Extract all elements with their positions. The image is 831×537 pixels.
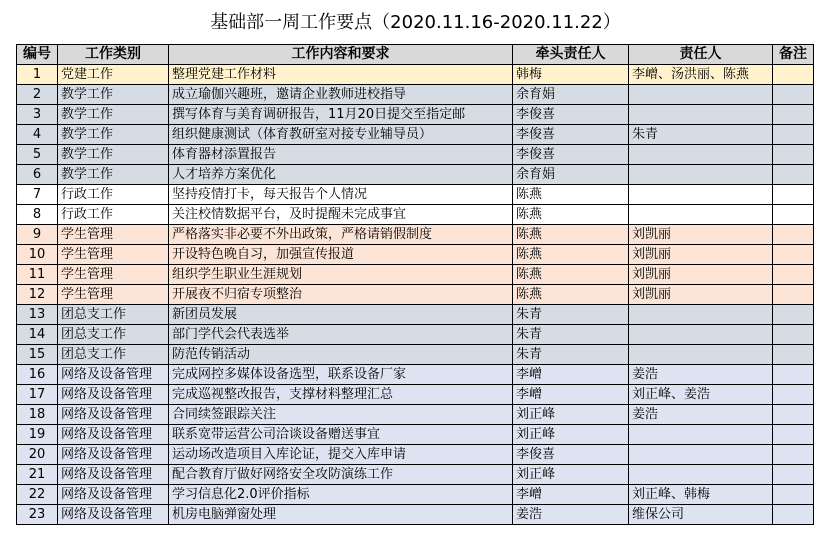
cell-category: 团总支工作	[58, 305, 169, 325]
cell-content: 严格落实非必要不外出政策，严格请销假制度	[169, 225, 513, 245]
cell-note	[773, 265, 814, 285]
table-row	[17, 85, 814, 105]
table-row	[17, 385, 814, 405]
cell-lead: 朱青	[513, 325, 629, 345]
table-row	[17, 445, 814, 465]
cell-category: 教学工作	[58, 105, 169, 125]
cell-lead: 李嶒	[513, 385, 629, 405]
cell-content: 组织学生职业生涯规划	[169, 265, 513, 285]
cell-owner	[629, 425, 773, 445]
cell-note	[773, 185, 814, 205]
cell-number: 8	[17, 205, 58, 225]
table-row	[17, 245, 814, 265]
cell-number: 23	[17, 505, 58, 525]
table-header-row	[17, 45, 814, 65]
cell-lead: 陈燕	[513, 225, 629, 245]
cell-owner	[629, 445, 773, 465]
cell-number: 15	[17, 345, 58, 365]
cell-owner	[629, 145, 773, 165]
cell-content: 配合教育厅做好网络安全攻防演练工作	[169, 465, 513, 485]
cell-number: 22	[17, 485, 58, 505]
cell-number: 7	[17, 185, 58, 205]
table-row	[17, 185, 814, 205]
cell-content: 组织健康测试（体育教研室对接专业辅导员）	[169, 125, 513, 145]
cell-lead: 陈燕	[513, 245, 629, 265]
table-row	[17, 165, 814, 185]
cell-number: 14	[17, 325, 58, 345]
cell-lead: 李嶒	[513, 365, 629, 385]
cell-owner: 刘凯丽	[629, 225, 773, 245]
cell-content: 运动场改造项目入库论证，提交入库申请	[169, 445, 513, 465]
cell-lead: 刘正峰	[513, 405, 629, 425]
cell-lead: 李俊喜	[513, 145, 629, 165]
cell-number: 11	[17, 265, 58, 285]
cell-content: 开设特色晚自习，加强宣传报道	[169, 245, 513, 265]
cell-note	[773, 65, 814, 85]
header-content: 工作内容和要求	[169, 45, 513, 65]
cell-note	[773, 145, 814, 165]
cell-note	[773, 205, 814, 225]
header-owner: 责任人	[629, 45, 773, 65]
cell-category: 团总支工作	[58, 325, 169, 345]
table-body	[17, 65, 814, 525]
table-row	[17, 405, 814, 425]
cell-lead: 朱青	[513, 345, 629, 365]
cell-owner: 姜浩	[629, 405, 773, 425]
cell-number: 16	[17, 365, 58, 385]
table-row	[17, 205, 814, 225]
cell-owner	[629, 185, 773, 205]
cell-content: 体育器材添置报告	[169, 145, 513, 165]
cell-category: 网络及设备管理	[58, 465, 169, 485]
table-row	[17, 105, 814, 125]
cell-number: 17	[17, 385, 58, 405]
cell-number: 13	[17, 305, 58, 325]
cell-category: 学生管理	[58, 225, 169, 245]
cell-category: 学生管理	[58, 245, 169, 265]
cell-lead: 李俊喜	[513, 445, 629, 465]
table-row	[17, 365, 814, 385]
table-row	[17, 265, 814, 285]
work-table	[16, 44, 814, 525]
cell-content: 学习信息化2.0评价指标	[169, 485, 513, 505]
cell-owner	[629, 465, 773, 485]
cell-number: 21	[17, 465, 58, 485]
table-row	[17, 345, 814, 365]
cell-content: 新团员发展	[169, 305, 513, 325]
cell-number: 20	[17, 445, 58, 465]
cell-note	[773, 365, 814, 385]
cell-category: 学生管理	[58, 285, 169, 305]
cell-number: 10	[17, 245, 58, 265]
cell-content: 坚持疫情打卡，每天报告个人情况	[169, 185, 513, 205]
table-row	[17, 125, 814, 145]
cell-category: 教学工作	[58, 125, 169, 145]
cell-owner: 刘凯丽	[629, 245, 773, 265]
cell-category: 学生管理	[58, 265, 169, 285]
cell-category: 网络及设备管理	[58, 365, 169, 385]
table-row	[17, 505, 814, 525]
cell-note	[773, 305, 814, 325]
cell-content: 部门学代会代表选举	[169, 325, 513, 345]
cell-note	[773, 485, 814, 505]
cell-content: 人才培养方案优化	[169, 165, 513, 185]
cell-category: 网络及设备管理	[58, 445, 169, 465]
table-row	[17, 145, 814, 165]
cell-owner: 刘凯丽	[629, 265, 773, 285]
cell-note	[773, 465, 814, 485]
cell-lead: 余育娟	[513, 85, 629, 105]
cell-category: 教学工作	[58, 145, 169, 165]
table-row	[17, 285, 814, 305]
cell-number: 4	[17, 125, 58, 145]
table-row	[17, 305, 814, 325]
cell-content: 机房电脑弹窗处理	[169, 505, 513, 525]
cell-content: 整理党建工作材料	[169, 65, 513, 85]
cell-number: 2	[17, 85, 58, 105]
cell-owner: 姜浩	[629, 365, 773, 385]
cell-content: 防范传销活动	[169, 345, 513, 365]
cell-lead: 陈燕	[513, 285, 629, 305]
cell-note	[773, 445, 814, 465]
cell-note	[773, 245, 814, 265]
cell-content: 合同续签跟踪关注	[169, 405, 513, 425]
cell-category: 网络及设备管理	[58, 505, 169, 525]
cell-number: 19	[17, 425, 58, 445]
cell-owner	[629, 305, 773, 325]
table-row	[17, 425, 814, 445]
cell-number: 9	[17, 225, 58, 245]
cell-note	[773, 125, 814, 145]
cell-note	[773, 425, 814, 445]
cell-category: 行政工作	[58, 185, 169, 205]
cell-category: 党建工作	[58, 65, 169, 85]
cell-content: 完成巡视整改报告，支撑材料整理汇总	[169, 385, 513, 405]
cell-owner	[629, 85, 773, 105]
cell-owner: 刘正峰、韩梅	[629, 485, 773, 505]
header-lead: 牵头责任人	[513, 45, 629, 65]
cell-note	[773, 85, 814, 105]
header-number: 编号	[17, 45, 58, 65]
cell-lead: 余育娟	[513, 165, 629, 185]
cell-category: 行政工作	[58, 205, 169, 225]
cell-number: 5	[17, 145, 58, 165]
cell-owner: 刘凯丽	[629, 285, 773, 305]
cell-owner: 刘正峰、姜浩	[629, 385, 773, 405]
cell-note	[773, 165, 814, 185]
cell-category: 教学工作	[58, 85, 169, 105]
cell-lead: 刘正峰	[513, 425, 629, 445]
cell-lead: 陈燕	[513, 265, 629, 285]
cell-lead: 朱青	[513, 305, 629, 325]
cell-category: 团总支工作	[58, 345, 169, 365]
header-note: 备注	[773, 45, 814, 65]
cell-lead: 韩梅	[513, 65, 629, 85]
cell-owner: 维保公司	[629, 505, 773, 525]
table-row	[17, 325, 814, 345]
cell-note	[773, 225, 814, 245]
cell-owner	[629, 345, 773, 365]
cell-category: 网络及设备管理	[58, 425, 169, 445]
header-category: 工作类别	[58, 45, 169, 65]
cell-note	[773, 345, 814, 365]
cell-content: 关注校情数据平台，及时提醒未完成事宜	[169, 205, 513, 225]
table-row	[17, 485, 814, 505]
cell-content: 撰写体育与美育调研报告，11月20日提交至指定邮	[169, 105, 513, 125]
cell-number: 1	[17, 65, 58, 85]
cell-lead: 李俊喜	[513, 125, 629, 145]
cell-owner	[629, 105, 773, 125]
cell-category: 网络及设备管理	[58, 405, 169, 425]
cell-category: 教学工作	[58, 165, 169, 185]
cell-owner	[629, 325, 773, 345]
cell-lead: 陈燕	[513, 205, 629, 225]
cell-note	[773, 405, 814, 425]
cell-lead: 李俊喜	[513, 105, 629, 125]
cell-number: 18	[17, 405, 58, 425]
cell-lead: 姜浩	[513, 505, 629, 525]
cell-category: 网络及设备管理	[58, 385, 169, 405]
cell-number: 12	[17, 285, 58, 305]
cell-content: 开展夜不归宿专项整治	[169, 285, 513, 305]
cell-note	[773, 325, 814, 345]
cell-note	[773, 385, 814, 405]
cell-content: 完成网控多媒体设备选型，联系设备厂家	[169, 365, 513, 385]
cell-number: 3	[17, 105, 58, 125]
cell-number: 6	[17, 165, 58, 185]
table-row	[17, 225, 814, 245]
cell-lead: 刘正峰	[513, 465, 629, 485]
cell-note	[773, 105, 814, 125]
cell-owner	[629, 205, 773, 225]
cell-category: 网络及设备管理	[58, 485, 169, 505]
cell-note	[773, 505, 814, 525]
cell-lead: 陈燕	[513, 185, 629, 205]
table-row	[17, 65, 814, 85]
cell-note	[773, 285, 814, 305]
cell-content: 联系宽带运营公司洽谈设备赠送事宜	[169, 425, 513, 445]
cell-owner	[629, 165, 773, 185]
cell-owner: 朱青	[629, 125, 773, 145]
table-row	[17, 465, 814, 485]
document-title: 基础部一周工作要点（2020.11.16-2020.11.22）	[210, 12, 621, 33]
cell-owner: 李嶒、汤洪丽、陈燕	[629, 65, 773, 85]
cell-content: 成立瑜伽兴趣班，邀请企业教师进校指导	[169, 85, 513, 105]
cell-lead: 李嶒	[513, 485, 629, 505]
